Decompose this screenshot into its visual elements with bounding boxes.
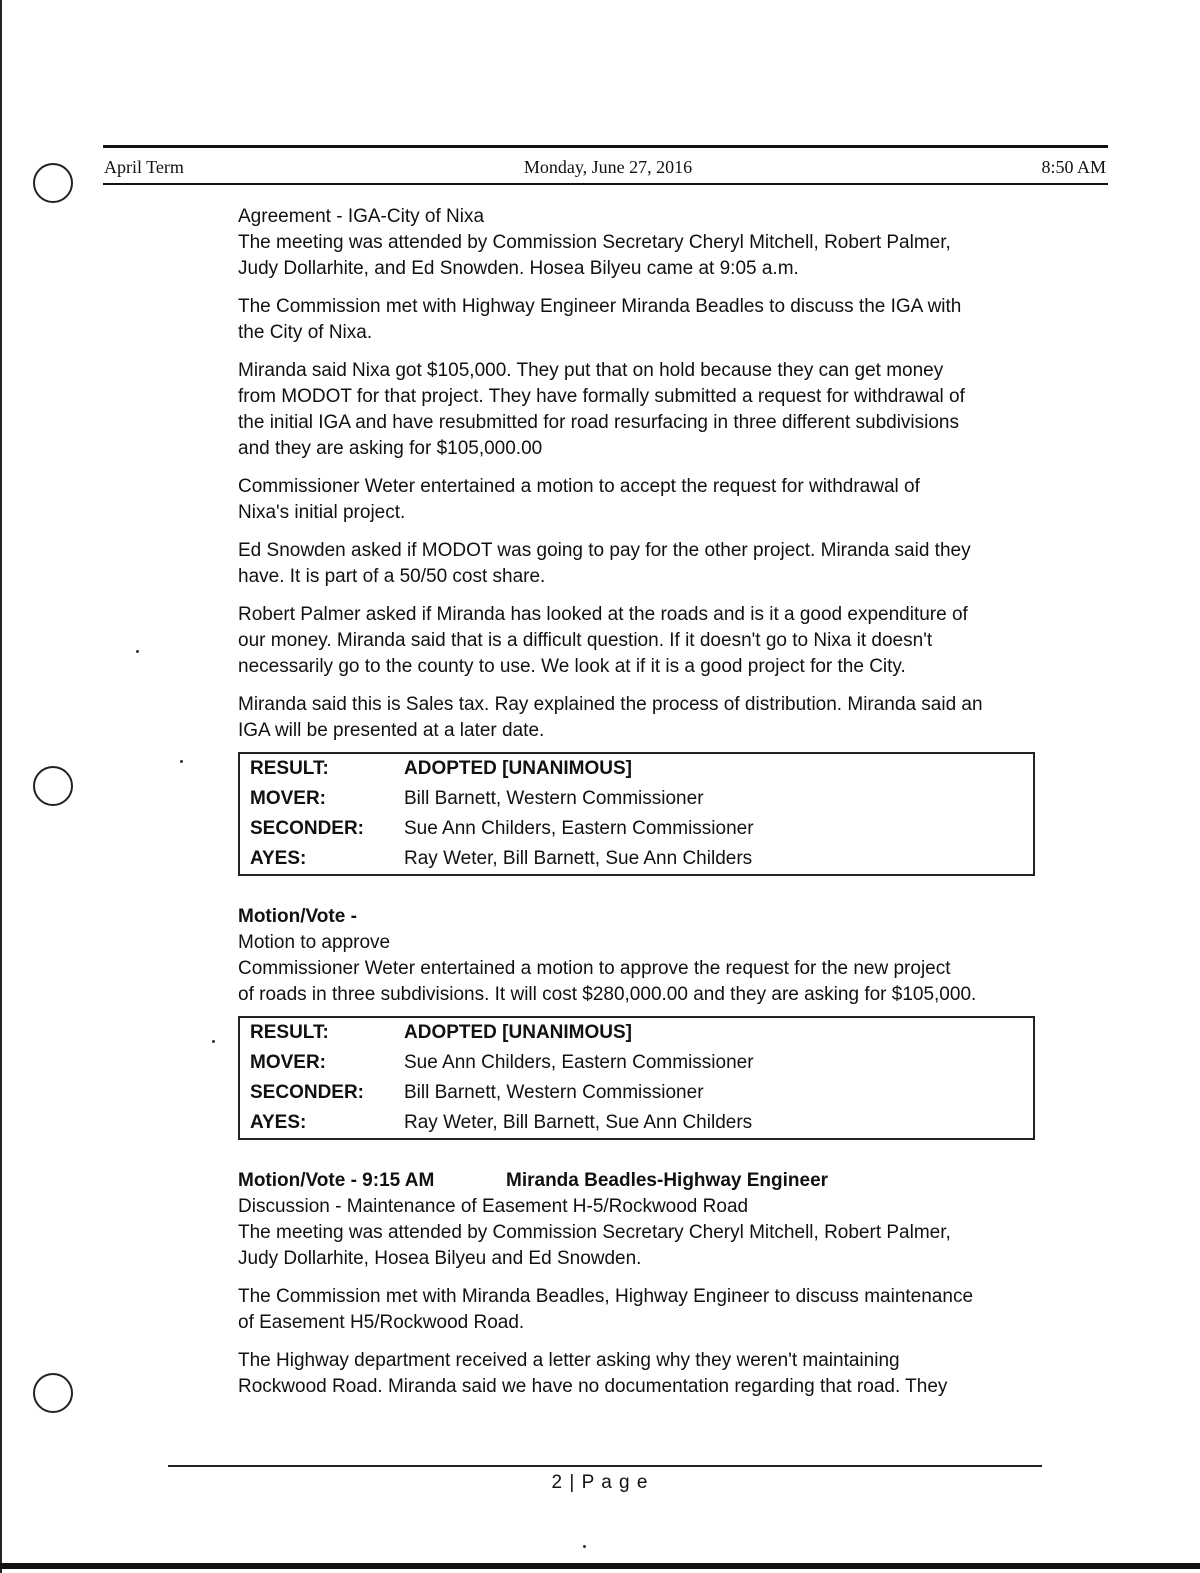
vote-value: ADOPTED [UNANIMOUS] <box>404 758 632 779</box>
section2-subheading: Motion to approve <box>238 932 391 953</box>
section1-header <box>238 204 1038 282</box>
paragraph-line: the initial IGA and have resubmitted for road resurfacing in three different subdivisions <box>238 412 959 433</box>
section2-heading: Motion/Vote - <box>238 906 357 927</box>
vote-value: Sue Ann Childers, Eastern Commissioner <box>404 1052 754 1073</box>
paragraph-line: Nixa's initial project. <box>238 502 406 523</box>
header-term: April Term <box>104 157 184 177</box>
vote-row <box>239 814 1034 844</box>
section3-heading-row <box>238 1168 1038 1194</box>
header-date: Monday, June 27, 2016 <box>523 157 693 177</box>
paragraph <box>238 294 1038 346</box>
attendance-line: Judy Dollarhite, and Ed Snowden. Hosea Bilyeu came at 9:05 a.m. <box>238 258 799 279</box>
binder-hole-middle <box>33 766 73 806</box>
vote-label: AYES: <box>250 848 307 869</box>
vote-row <box>239 1078 1034 1108</box>
paragraph-line: IGA will be presented at a later date. <box>238 720 545 741</box>
vote-value: Bill Barnett, Western Commissioner <box>404 788 704 809</box>
paragraph-line: Miranda said this is Sales tax. Ray explained the process of distribution. Miranda said an <box>238 694 983 715</box>
paragraph-line: from MODOT for that project. They have formally submitted a request for withdrawal of <box>238 386 965 407</box>
paragraph-line: of roads in three subdivisions. It will cost $280,000.00 and they are asking for $105,000. <box>238 984 977 1005</box>
paragraph-line: Ed Snowden asked if MODOT was going to pay for the other project. Miranda said they <box>238 540 971 561</box>
header-rule-bottom <box>103 183 1108 185</box>
paragraph-line: The Highway department received a letter asking why they weren't maintaining <box>238 1350 900 1371</box>
minutes-body <box>238 204 1038 1412</box>
paragraph <box>238 602 1038 680</box>
vote-row <box>239 1048 1034 1078</box>
page-left-edge <box>0 0 2 1573</box>
page-bottom-edge <box>0 1563 1200 1569</box>
vote-result-table <box>238 752 1035 876</box>
paragraph-line: Commissioner Weter entertained a motion to approve the request for the new project <box>238 958 951 979</box>
paragraph-line: Commissioner Weter entertained a motion to accept the request for withdrawal of <box>238 476 920 497</box>
vote-row <box>239 1108 1034 1139</box>
section3-subheading: Discussion - Maintenance of Easement H-5/Rockwood Road <box>238 1196 749 1217</box>
paragraph <box>238 358 1038 462</box>
paragraph <box>238 1348 1038 1400</box>
vote-label: RESULT: <box>250 1022 329 1043</box>
paragraph-line: Robert Palmer asked if Miranda has looked at the roads and is it a good expenditure of <box>238 604 968 625</box>
section3-header <box>238 1168 1038 1272</box>
vote-row <box>239 753 1034 784</box>
vote-label: MOVER: <box>250 788 326 809</box>
attendance-line: The meeting was attended by Commission Secretary Cheryl Mitchell, Robert Palmer, <box>238 232 951 253</box>
vote-value: Bill Barnett, Western Commissioner <box>404 1082 704 1103</box>
paragraph <box>238 692 1038 744</box>
paragraph-line: have. It is part of a 50/50 cost share. <box>238 566 546 587</box>
vote-row <box>239 784 1034 814</box>
paragraph-line: necessarily go to the county to use. We look at if it is a good project for the City. <box>238 656 906 677</box>
footer-rule <box>168 1465 1042 1467</box>
section2-header <box>238 904 1038 1008</box>
vote-value: Sue Ann Childers, Eastern Commissioner <box>404 818 754 839</box>
paragraph <box>238 538 1038 590</box>
scan-speck <box>583 1545 586 1548</box>
vote-result-table <box>238 1016 1035 1140</box>
attendance-line: The meeting was attended by Commission Secretary Cheryl Mitchell, Robert Palmer, <box>238 1222 951 1243</box>
paragraph-line: Rockwood Road. Miranda said we have no documentation regarding that road. They <box>238 1376 948 1397</box>
section3-heading: Motion/Vote - 9:15 AM <box>238 1170 435 1191</box>
paragraph-line: The Commission met with Highway Engineer Miranda Beadles to discuss the IGA with <box>238 296 962 317</box>
page-number: 2 | P a g e <box>551 1472 649 1493</box>
vote-label: SECONDER: <box>250 818 365 839</box>
paragraph-line: the City of Nixa. <box>238 322 373 343</box>
vote-value: Ray Weter, Bill Barnett, Sue Ann Childers <box>404 1112 753 1133</box>
attendance-line: Judy Dollarhite, Hosea Bilyeu and Ed Snowden. <box>238 1248 642 1269</box>
vote-value: Ray Weter, Bill Barnett, Sue Ann Childers <box>404 848 753 869</box>
paragraph-line: Miranda said Nixa got $105,000. They put that on hold because they can get money <box>238 360 944 381</box>
vote-label: SECONDER: <box>250 1082 365 1103</box>
paragraph-line: our money. Miranda said that is a difficult question. If it doesn't go to Nixa it doesn't <box>238 630 933 651</box>
section1-heading: Agreement - IGA-City of Nixa <box>238 206 485 227</box>
paragraph <box>238 1284 1038 1336</box>
paragraph <box>238 474 1038 526</box>
scan-speck <box>212 1040 215 1043</box>
vote-label: AYES: <box>250 1112 307 1133</box>
header-time: 8:50 AM <box>1041 157 1106 177</box>
scan-speck <box>180 760 183 763</box>
vote-label: RESULT: <box>250 758 329 779</box>
section3-heading-person: Miranda Beadles-Highway Engineer <box>506 1170 829 1191</box>
header-rule-top <box>103 145 1108 148</box>
vote-row <box>239 1017 1034 1048</box>
paragraph-line: of Easement H5/Rockwood Road. <box>238 1312 525 1333</box>
binder-hole-bottom <box>33 1373 73 1413</box>
paragraph-line: and they are asking for $105,000.00 <box>238 438 543 459</box>
paragraph-line: The Commission met with Miranda Beadles, Highway Engineer to discuss maintenance <box>238 1286 974 1307</box>
scan-speck <box>136 650 139 653</box>
vote-label: MOVER: <box>250 1052 326 1073</box>
vote-value: ADOPTED [UNANIMOUS] <box>404 1022 632 1043</box>
vote-row <box>239 844 1034 875</box>
